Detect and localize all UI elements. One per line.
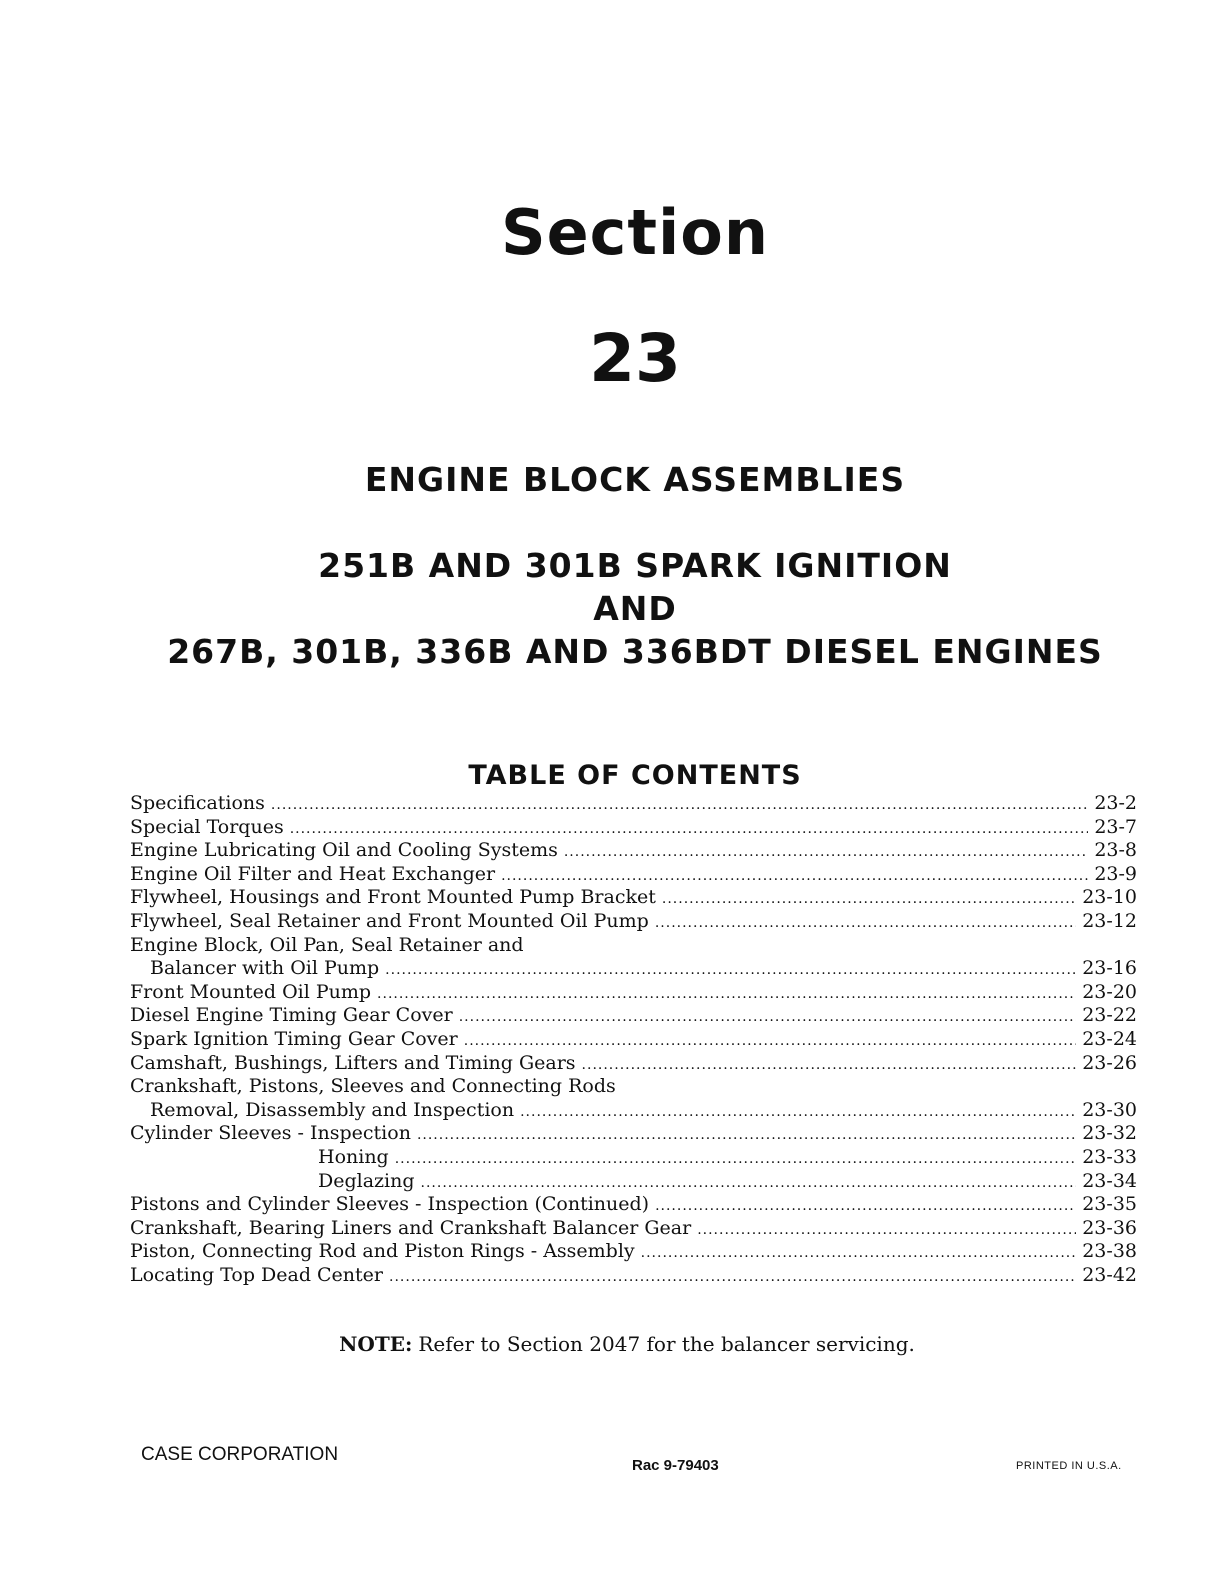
toc-leader bbox=[421, 1172, 1077, 1194]
toc-leader bbox=[417, 1124, 1076, 1146]
toc-entry-page: 23-22 bbox=[1082, 1004, 1137, 1027]
toc-entry-title: Flywheel, Seal Retainer and Front Mounted Oil Pump bbox=[130, 909, 649, 932]
toc-entry-page: 23-24 bbox=[1082, 1027, 1137, 1050]
subtitle-line-1: 251B AND 301B SPARK IGNITION bbox=[318, 546, 952, 585]
toc-entry-page: 23-35 bbox=[1082, 1193, 1137, 1216]
toc-leader bbox=[520, 1101, 1076, 1123]
toc-entry[interactable] bbox=[130, 1099, 1137, 1123]
toc-entry-title: Balancer with Oil Pump bbox=[150, 957, 380, 980]
toc-entry-page: 23-20 bbox=[1082, 980, 1137, 1003]
note-label: NOTE: bbox=[339, 1332, 413, 1356]
toc-entry-title: Piston, Connecting Rod and Piston Rings - Assembly bbox=[130, 1240, 635, 1263]
toc-entry-title: Pistons and Cylinder Sleeves - Inspection (Continued) bbox=[130, 1193, 650, 1216]
toc-entry-title: Cylinder Sleeves - Inspection bbox=[130, 1122, 411, 1145]
toc-leader bbox=[290, 818, 1089, 840]
toc-leader bbox=[271, 794, 1088, 816]
toc-entry-page: 23-42 bbox=[1082, 1263, 1137, 1286]
footer-company: CASE CORPORATION bbox=[141, 1444, 339, 1465]
toc-entry-title: Removal, Disassembly and Inspection bbox=[150, 1098, 515, 1121]
toc-entry[interactable] bbox=[130, 1122, 1137, 1146]
toc-entry-title: Special Torques bbox=[130, 815, 284, 838]
table-of-contents bbox=[130, 792, 1137, 1287]
toc-entry-title: Honing bbox=[318, 1145, 389, 1168]
toc-entry-title: Crankshaft, Bearing Liners and Crankshaft Balancer Gear bbox=[130, 1216, 692, 1239]
toc-entry[interactable] bbox=[130, 839, 1137, 863]
toc-leader bbox=[464, 1030, 1076, 1052]
toc-leader bbox=[582, 1054, 1077, 1076]
toc-entry-title: Diesel Engine Timing Gear Cover bbox=[130, 1004, 453, 1027]
toc-entry-page: 23-9 bbox=[1094, 862, 1137, 885]
toc-entry-page: 23-34 bbox=[1082, 1169, 1137, 1192]
toc-leader bbox=[655, 912, 1076, 934]
toc-entry[interactable] bbox=[130, 886, 1137, 910]
toc-entry-title: Engine Oil Filter and Heat Exchanger bbox=[130, 862, 496, 885]
toc-entry-title: Specifications bbox=[130, 792, 265, 814]
toc-entry-title: Flywheel, Housings and Front Mounted Pump Bracket bbox=[130, 886, 656, 909]
section-number: 23 bbox=[589, 320, 681, 397]
toc-entry[interactable] bbox=[130, 792, 1137, 816]
toc-entry[interactable] bbox=[130, 1217, 1137, 1241]
toc-entry-page: 23-7 bbox=[1094, 815, 1137, 838]
toc-entry[interactable] bbox=[130, 957, 1137, 981]
toc-leader bbox=[564, 841, 1088, 863]
toc-entry-title: Crankshaft, Pistons, Sleeves and Connecting Rods bbox=[130, 1075, 616, 1098]
toc-entry-title: Locating Top Dead Center bbox=[130, 1263, 384, 1286]
toc-entry[interactable] bbox=[130, 934, 1137, 958]
toc-entry-page: 23-30 bbox=[1082, 1098, 1137, 1121]
toc-entry-page: 23-16 bbox=[1082, 957, 1137, 980]
toc-entry-page: 23-10 bbox=[1082, 886, 1137, 909]
toc-leader bbox=[662, 888, 1076, 910]
footer-doc-number: Rac 9-79403 bbox=[632, 1457, 719, 1474]
toc-entry-title: Engine Lubricating Oil and Cooling Systems bbox=[130, 839, 558, 862]
toc-entry-page: 23-38 bbox=[1082, 1240, 1137, 1263]
toc-entry-title: Front Mounted Oil Pump bbox=[130, 980, 372, 1003]
toc-leader bbox=[655, 1195, 1076, 1217]
subtitle-line-3: 267B, 301B, 336B AND 336BDT DIESEL ENGINES bbox=[167, 632, 1103, 671]
toc-entry-title: Engine Block, Oil Pan, Seal Retainer and bbox=[130, 933, 524, 956]
footer-printed: PRINTED IN U.S.A. bbox=[1016, 1460, 1122, 1472]
toc-leader bbox=[377, 983, 1076, 1005]
toc-entry-page: 23-32 bbox=[1082, 1122, 1137, 1145]
toc-entry[interactable] bbox=[130, 1264, 1137, 1288]
toc-entry[interactable] bbox=[130, 816, 1137, 840]
toc-entry-title: Deglazing bbox=[318, 1169, 415, 1192]
toc-entry[interactable] bbox=[130, 1028, 1137, 1052]
toc-entry[interactable] bbox=[130, 981, 1137, 1005]
toc-entry[interactable] bbox=[130, 910, 1137, 934]
toc-heading: TABLE OF CONTENTS bbox=[468, 760, 802, 791]
page-title: ENGINE BLOCK ASSEMBLIES bbox=[364, 460, 906, 499]
toc-leader bbox=[459, 1006, 1076, 1028]
note bbox=[0, 1332, 1224, 1356]
note-text: Refer to Section 2047 for the balancer servicing. bbox=[418, 1332, 915, 1356]
toc-entry-page: 23-2 bbox=[1094, 792, 1137, 814]
toc-leader bbox=[395, 1148, 1076, 1170]
toc-leader bbox=[501, 865, 1088, 887]
toc-leader bbox=[641, 1242, 1077, 1264]
toc-entry-title: Spark Ignition Timing Gear Cover bbox=[130, 1027, 458, 1050]
toc-entry-page: 23-36 bbox=[1082, 1216, 1137, 1239]
toc-entry[interactable] bbox=[130, 863, 1137, 887]
toc-entry-page: 23-26 bbox=[1082, 1051, 1137, 1074]
toc-entry-page: 23-8 bbox=[1094, 839, 1137, 862]
toc-entry[interactable] bbox=[130, 1146, 1137, 1170]
toc-leader bbox=[389, 1266, 1076, 1288]
toc-entry[interactable] bbox=[130, 1240, 1137, 1264]
toc-entry-title: Camshaft, Bushings, Lifters and Timing Gears bbox=[130, 1051, 576, 1074]
toc-entry[interactable] bbox=[130, 1052, 1137, 1076]
toc-entry-page: 23-33 bbox=[1082, 1145, 1137, 1168]
section-label: Section bbox=[500, 196, 770, 269]
toc-leader bbox=[697, 1219, 1076, 1241]
toc-entry[interactable] bbox=[130, 1004, 1137, 1028]
subtitle-line-2: AND bbox=[593, 589, 677, 628]
toc-entry[interactable] bbox=[130, 1170, 1137, 1194]
toc-entry[interactable] bbox=[130, 1075, 1137, 1099]
toc-entry-page: 23-12 bbox=[1082, 909, 1137, 932]
toc-entry[interactable] bbox=[130, 1193, 1137, 1217]
toc-leader bbox=[385, 959, 1076, 981]
